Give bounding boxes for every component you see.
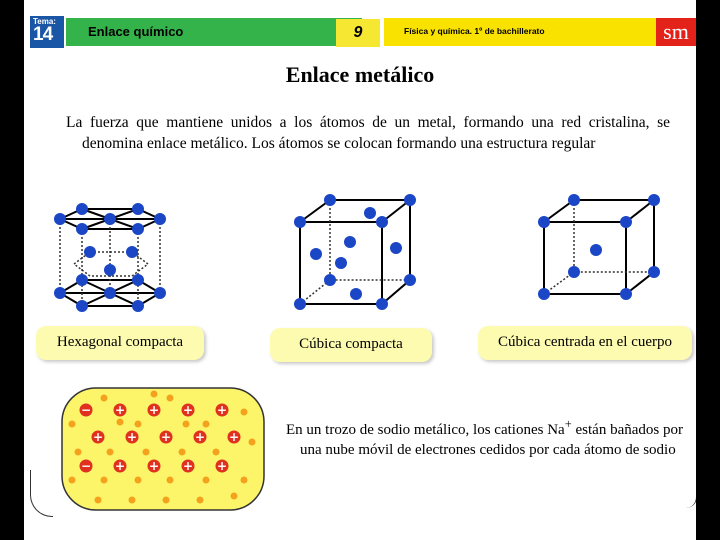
sodium-cation — [92, 430, 105, 444]
electron — [107, 449, 114, 456]
electron — [117, 419, 124, 426]
svg-text:+: + — [126, 430, 138, 444]
structure-label-bcc — [478, 326, 692, 360]
frame-corner-left — [30, 470, 53, 517]
sodium-electron-sea-diagram — [58, 384, 268, 514]
electron — [183, 421, 190, 428]
electron — [95, 497, 102, 504]
electron — [101, 395, 108, 402]
electron — [179, 449, 186, 456]
cubic-compact-diagram — [286, 192, 426, 312]
electron — [163, 497, 170, 504]
electron — [241, 477, 248, 484]
course-bar — [384, 18, 656, 46]
structure-label-cubic — [270, 328, 432, 362]
svg-text:+: + — [160, 430, 172, 444]
svg-text:+: + — [92, 430, 104, 444]
page-number-box — [336, 19, 380, 47]
svg-text:+: + — [114, 403, 126, 417]
body-centered-cubic-diagram — [530, 192, 670, 312]
svg-text:+: + — [148, 403, 160, 417]
electron — [213, 449, 220, 456]
sodium-description — [286, 414, 686, 460]
intro-text: La fuerza que mantiene unidos a los átomos de un metal, formando una red cristalina, se denomina enlace metálico. Los átomos se colocan formando una estructura regular — [66, 114, 670, 152]
slide-title: Enlace metálico — [285, 62, 435, 87]
sodium-cation — [182, 403, 195, 417]
electron — [167, 395, 174, 402]
sodium-cation — [126, 430, 139, 444]
sodium-cation — [228, 430, 241, 444]
structure-label-text: Cúbica centrada en el cuerpo — [497, 334, 673, 350]
publisher-logo: sm — [656, 18, 696, 46]
structure-label-text: Cúbica compacta — [299, 336, 403, 352]
electron — [143, 449, 150, 456]
sodium-cation — [114, 459, 127, 473]
electron — [249, 439, 256, 446]
sodium-text-after: están bañados por una nube móvil de electrones cedidos por cada átomo de sodio — [300, 422, 683, 458]
electron — [135, 421, 142, 428]
electron — [69, 421, 76, 428]
hexagonal-compact-diagram — [52, 192, 202, 322]
unit-title: Enlace químico — [88, 24, 184, 39]
sodium-cation — [216, 459, 229, 473]
electron — [151, 391, 158, 398]
sodium-text-before: En un trozo de sodio metálico, los cationes Na — [286, 422, 565, 438]
tema-label: Tema: — [33, 17, 56, 26]
sodium-charge: + — [564, 417, 572, 431]
svg-text:+: + — [216, 459, 228, 473]
electron — [203, 421, 210, 428]
page-number: 9 — [353, 24, 363, 41]
sodium-cation — [114, 403, 127, 417]
svg-text:−: − — [80, 403, 92, 417]
sodium-cation — [216, 403, 229, 417]
slide-header — [24, 16, 696, 50]
svg-text:+: + — [228, 430, 240, 444]
svg-text:+: + — [182, 403, 194, 417]
electron — [203, 477, 210, 484]
course-name: Física y química. 1º de bachillerato — [404, 26, 545, 36]
svg-text:+: + — [194, 430, 206, 444]
sodium-cation — [80, 403, 93, 417]
frame-edge-right — [686, 88, 696, 508]
intro-paragraph — [66, 112, 670, 154]
electron — [241, 409, 248, 416]
unit-title-bar — [66, 18, 362, 46]
slide — [24, 0, 696, 540]
svg-text:+: + — [114, 459, 126, 473]
electron — [129, 497, 136, 504]
sodium-cation — [148, 459, 161, 473]
sodium-cation — [160, 430, 173, 444]
tema-badge — [30, 16, 64, 48]
electron — [197, 497, 204, 504]
electron — [101, 477, 108, 484]
sodium-cation — [182, 459, 195, 473]
structure-label-text: Hexagonal compacta — [56, 334, 184, 350]
sodium-cation — [148, 403, 161, 417]
electron — [231, 493, 238, 500]
svg-text:+: + — [216, 403, 228, 417]
structure-label-hexagonal — [36, 326, 204, 360]
svg-text:+: + — [182, 459, 194, 473]
electron-cloud — [62, 388, 264, 510]
svg-text:−: − — [80, 459, 92, 473]
electron — [135, 477, 142, 484]
sodium-cation — [194, 430, 207, 444]
electron — [69, 477, 76, 484]
electron — [167, 477, 174, 484]
sodium-cation — [80, 459, 93, 473]
svg-text:+: + — [148, 459, 160, 473]
tema-number: 14 — [33, 24, 53, 45]
electron — [75, 449, 82, 456]
